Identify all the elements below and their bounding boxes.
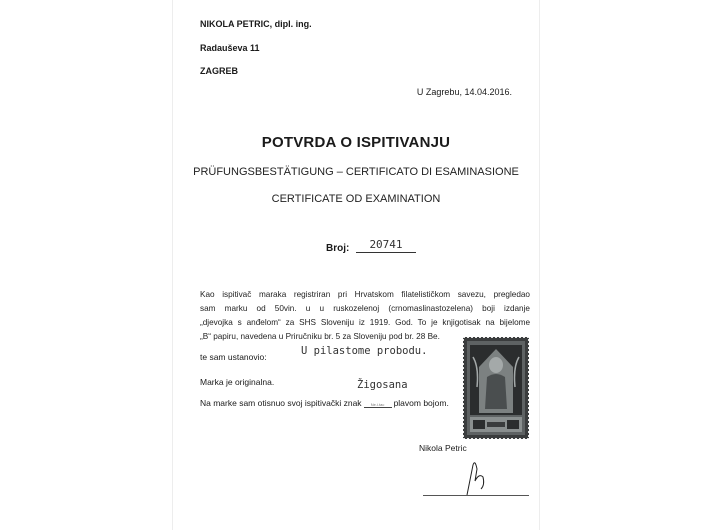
original-label: Marka je originalna. [200, 377, 275, 387]
examiner-mark: Ne.i.tac [364, 402, 392, 408]
issuer-street: Radauševa 11 [200, 43, 260, 53]
findings-typed-value: U pilastome probodu. [301, 345, 428, 357]
signer-name: Nikola Petric [419, 443, 467, 453]
findings-label: te sam ustanovio: [200, 352, 267, 362]
examination-text [200, 288, 530, 344]
mark-sentence [200, 398, 449, 408]
body-line-1: Kao ispitivač maraka registriran pri Hrvatskom filatelističkom savezu, pregledao [200, 290, 530, 299]
document-title: POTVRDA O ISPITIVANJU [261, 134, 451, 151]
handwritten-signature [453, 455, 493, 499]
signature-line [423, 495, 529, 496]
number-label: Broj: [326, 243, 350, 254]
body-line-2: sam marku od 50vin. u u ruskozelenoj (crnomaslinastozelena) boji izdanje [200, 304, 530, 313]
issuer-city: ZAGREB [200, 66, 238, 76]
mark-sentence-suffix: plavom bojom. [393, 398, 449, 408]
mark-sentence-prefix: Na marke sam otisnuo svoj ispitivački znak [200, 398, 362, 408]
subtitle-german-italian: PRÜFUNGSBESTÄTIGUNG – CERTIFICATO DI ESAMINASIONE [193, 166, 519, 178]
issuer-name: NIKOLA PETRIC, dipl. ing. [200, 19, 312, 29]
condition-typed-value: Žigosana [357, 379, 408, 391]
subtitle-english: CERTIFICATE OD EXAMINATION [271, 193, 441, 205]
body-line-3: „djevojka s anđelom“ za SHS Sloveniju iz 1919. God. To je knjigotisak na bijelome [200, 318, 530, 327]
body-line-4: „B“ papiru, navedena u Priručniku br. 5 za Sloveniju pod br. 28 Be. [200, 332, 440, 341]
certificate-page [172, 0, 540, 530]
certificate-number: 20741 [356, 238, 416, 253]
postage-stamp-image [463, 337, 529, 439]
date-line: U Zagrebu, 14.04.2016. [416, 87, 512, 97]
